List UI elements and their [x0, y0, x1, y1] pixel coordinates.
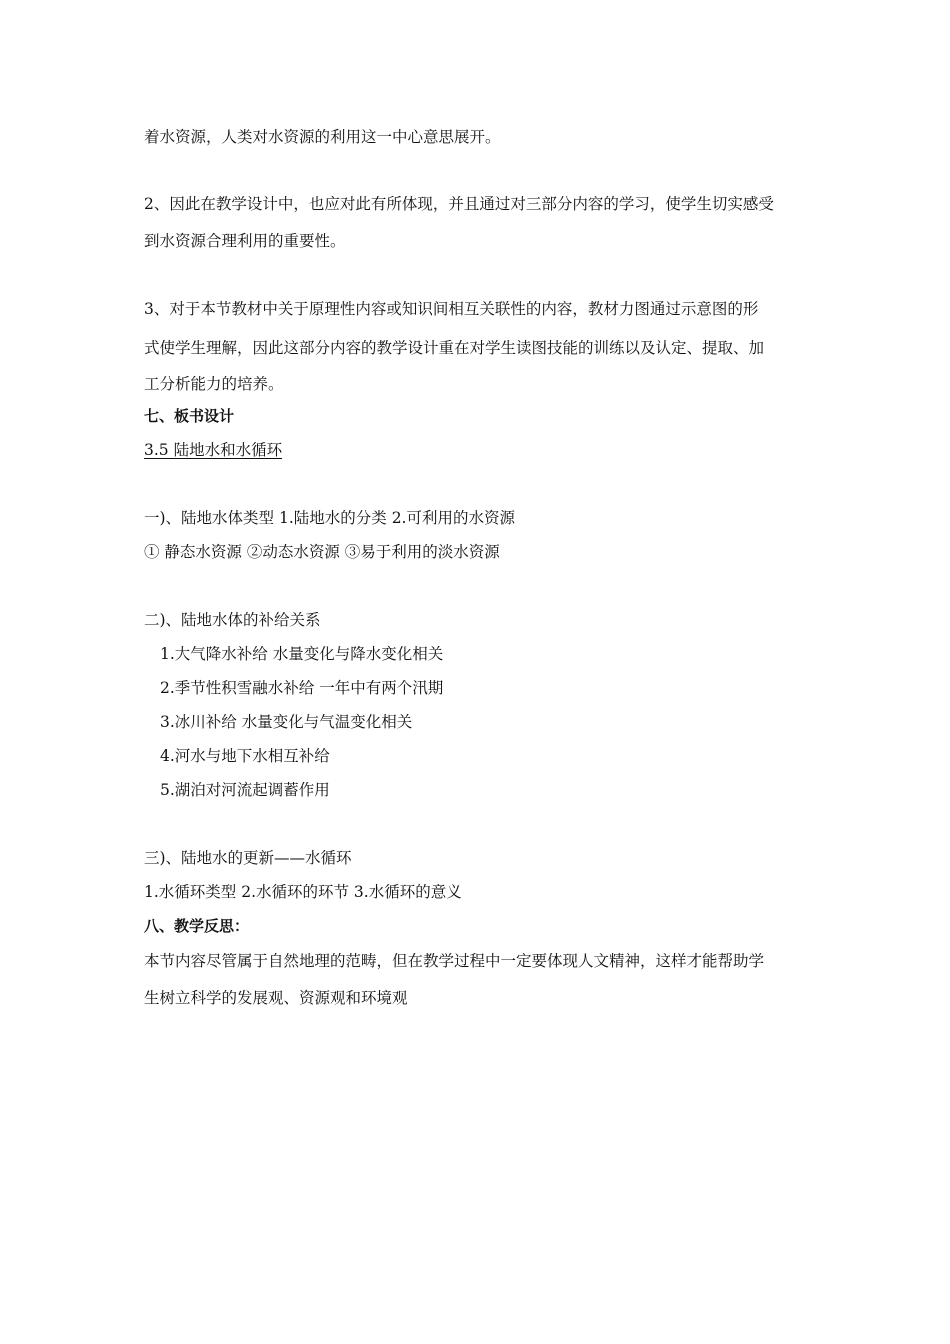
paragraph-2-line-2: 到水资源合理利用的重要性。: [144, 232, 346, 250]
section-8-heading: 八、教学反思：: [144, 917, 250, 935]
part-2-item: 4.河水与地下水相互补给: [160, 747, 330, 765]
paragraph-1-line-1: 着水资源，人类对水资源的利用这一中心意思展开。: [144, 128, 501, 146]
part-2-item: 1.大气降水补给 水量变化与降水变化相关: [160, 645, 444, 663]
part-3-title: 三)、陆地水的更新——水循环: [144, 849, 352, 867]
part-1-line-2: ① 静态水资源 ②动态水资源 ③易于利用的淡水资源: [144, 543, 500, 561]
part-2-item: 2.季节性积雪融水补给 一年中有两个汛期: [160, 679, 444, 697]
section-8-line-2: 生树立科学的发展观、资源观和环境观: [144, 989, 408, 1007]
section-7-heading: 七、板书设计: [144, 407, 235, 425]
part-3-line-2: 1.水循环类型 2.水循环的环节 3.水循环的意义: [144, 883, 462, 901]
paragraph-3-line-3: 工分析能力的培养。: [144, 375, 284, 393]
part-2-item: 5.湖泊对河流起调蓄作用: [160, 781, 330, 799]
part-2-item: 3.冰川补给 水量变化与气温变化相关: [160, 713, 413, 731]
part-2-title: 二)、陆地水体的补给关系: [144, 611, 321, 629]
section-8-line-1: 本节内容尽管属于自然地理的范畴，但在教学过程中一定要体现人文精神，这样才能帮助学: [144, 952, 765, 970]
paragraph-3-line-1: 3、对于本节教材中关于原理性内容或知识间相互关联性的内容，教材力图通过示意图的形: [144, 300, 759, 318]
part-1-title: 一)、陆地水体类型 1.陆地水的分类 2.可利用的水资源: [144, 509, 515, 527]
section-7-subtitle: 3.5 陆地水和水循环: [144, 441, 283, 459]
paragraph-2-line-1: 2、因此在教学设计中，也应对此有所体现，并且通过对三部分内容的学习，使学生切实感受: [144, 195, 774, 213]
paragraph-3-line-2: 式使学生理解，因此这部分内容的教学设计重在对学生读图技能的训练以及认定、提取、加: [144, 339, 765, 357]
